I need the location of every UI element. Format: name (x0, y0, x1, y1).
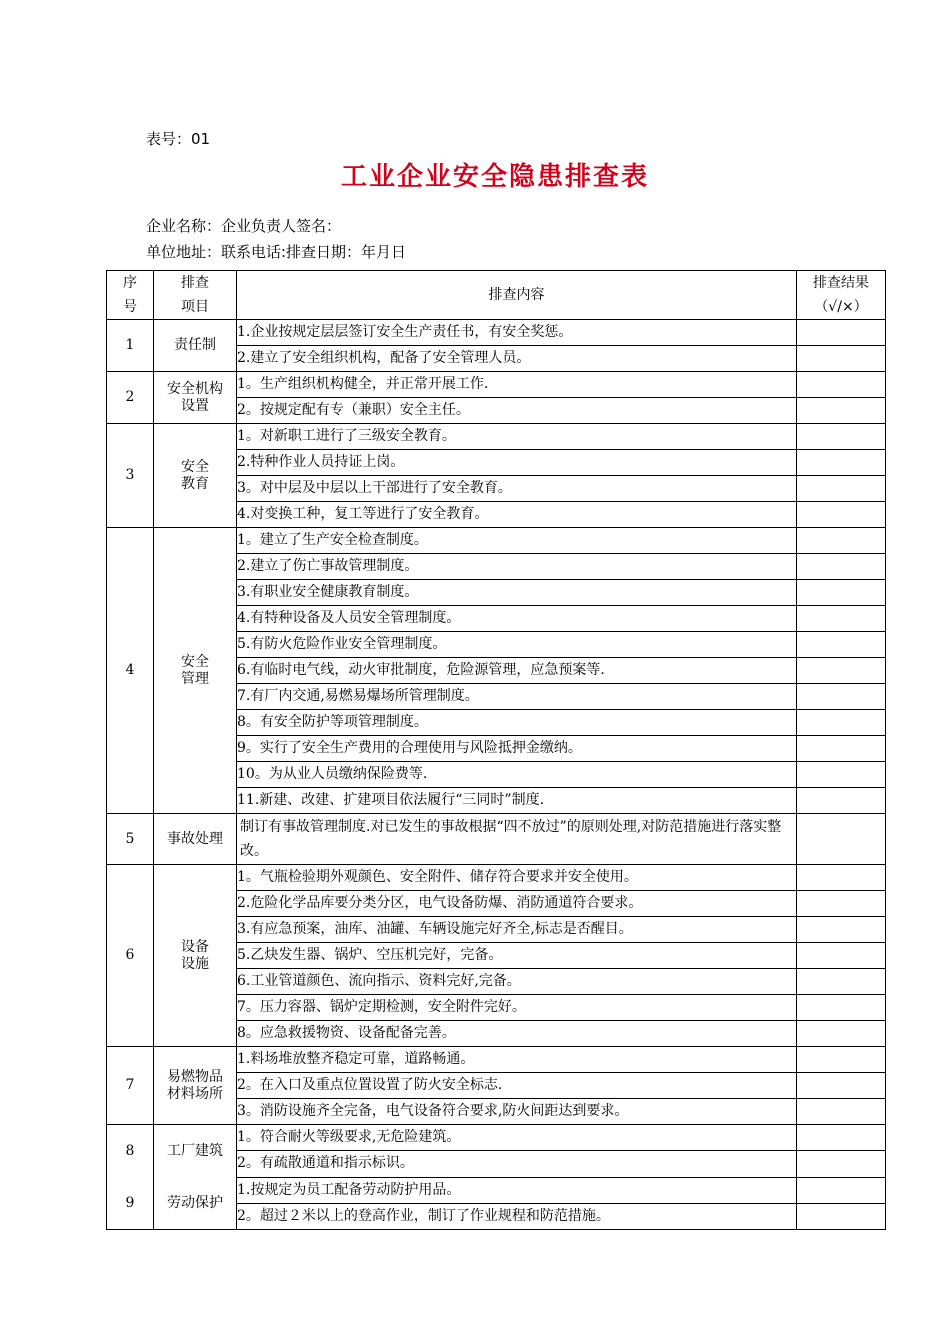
check-result-cell[interactable] (797, 502, 886, 528)
check-result-cell[interactable] (797, 995, 886, 1021)
section-item-label: 工厂建筑 (167, 1142, 223, 1159)
header-check-item: 排查 项目 (154, 271, 237, 320)
check-result-cell[interactable] (797, 788, 886, 814)
section-number: 6 (107, 865, 154, 1047)
check-content: 2。按规定配有专（兼职）安全主任。 (237, 398, 797, 424)
check-content: 4.对变换工种，复工等进行了安全教育。 (237, 502, 797, 528)
check-result-cell[interactable] (797, 1047, 886, 1073)
check-result-cell[interactable] (797, 1125, 886, 1151)
section-item (154, 1047, 237, 1125)
check-result-cell[interactable] (797, 969, 886, 995)
section-item-label: 责任制 (174, 337, 216, 353)
check-result-cell[interactable] (797, 736, 886, 762)
table-row (107, 372, 886, 398)
check-content: 6.工业管道颜色、流向指示、资料完好,完备。 (237, 969, 797, 995)
check-content: 1。建立了生产安全检查制度。 (237, 528, 797, 554)
section-item (154, 424, 237, 528)
check-content: 3.有职业安全健康教育制度。 (237, 580, 797, 606)
check-content: 6.有临时电气线，动火审批制度，危险源管理，应急预案等. (237, 658, 797, 684)
check-result-cell[interactable] (797, 658, 886, 684)
check-result-cell[interactable] (797, 865, 886, 891)
check-content: 9。实行了安全生产费用的合理使用与风险抵押金缴纳。 (237, 736, 797, 762)
section-number: 5 (107, 814, 154, 865)
check-result-cell[interactable] (797, 450, 886, 476)
check-content: 1.按规定为员工配备劳动防护用品。 (237, 1177, 797, 1203)
check-content: 2.建立了伤亡事故管理制度。 (237, 554, 797, 580)
check-content: 2。在入口及重点位置设置了防火安全标志. (237, 1073, 797, 1099)
form-number: 表号：01 (146, 130, 211, 148)
section-item-label: 设置 (181, 397, 209, 414)
check-content: 10。为从业人员缴纳保险费等. (237, 762, 797, 788)
table-row (107, 1047, 886, 1073)
check-result-cell[interactable] (797, 580, 886, 606)
check-result-cell[interactable] (797, 320, 886, 346)
check-result-cell[interactable] (797, 528, 886, 554)
check-content: 1。符合耐火等级要求,无危险建筑。 (237, 1125, 797, 1151)
section-number-value: 9 (125, 1194, 135, 1211)
check-result-cell[interactable] (797, 424, 886, 450)
check-result-cell[interactable] (797, 554, 886, 580)
header-check-result: 排查结果 （√/×） (797, 271, 886, 320)
check-content: 2.危险化学品库要分类分区，电气设备防爆、消防通道符合要求。 (237, 891, 797, 917)
section-item (154, 814, 237, 865)
check-content: 3.有应急预案，油库、油罐、车辆设施完好齐全,标志是否醒目。 (237, 917, 797, 943)
section-item-label: 设施 (181, 955, 209, 972)
section-item (154, 372, 237, 424)
check-content: 2.特种作业人员持证上岗。 (237, 450, 797, 476)
table-row (107, 528, 886, 554)
check-content: 1.料场堆放整齐稳定可靠，道路畅通。 (237, 1047, 797, 1073)
section-item-label: 安全 (181, 458, 209, 475)
check-content: 2。超过２米以上的登高作业，制订了作业规程和防范措施。 (237, 1203, 797, 1229)
check-content: 8。应急救援物资、设备配备完善。 (237, 1021, 797, 1047)
check-result-cell[interactable] (797, 943, 886, 969)
section-number (107, 1125, 154, 1230)
table-header-row (107, 271, 886, 320)
check-result-cell[interactable] (797, 891, 886, 917)
check-result-cell[interactable] (797, 917, 886, 943)
check-content: 7。压力容器、锅炉定期检测，安全附件完好。 (237, 995, 797, 1021)
check-result-cell[interactable] (797, 1151, 886, 1177)
section-item-label: 劳动保护 (167, 1194, 223, 1211)
check-content: 4.有特种设备及人员安全管理制度。 (237, 606, 797, 632)
section-number: 7 (107, 1047, 154, 1125)
section-item-label: 易燃物品 (167, 1068, 223, 1085)
table-row (107, 814, 886, 865)
table-row (107, 865, 886, 891)
section-item (154, 528, 237, 814)
table-row (107, 320, 886, 346)
section-item-label: 安全机构 (167, 380, 223, 397)
check-content: 1。生产组织机构健全，并正常开展工作. (237, 372, 797, 398)
check-content: 2.建立了安全组织机构，配备了安全管理人员。 (237, 346, 797, 372)
table-row (107, 1125, 886, 1151)
check-result-cell[interactable] (797, 710, 886, 736)
check-content: 3。消防设施齐全完备，电气设备符合要求,防火间距达到要求。 (237, 1099, 797, 1125)
company-info-line: 企业名称：企业负责人签名： (146, 217, 342, 235)
section-number-value: 8 (125, 1142, 135, 1159)
check-content: 2。有疏散通道和指示标识。 (237, 1151, 797, 1177)
header-serial-number: 序 号 (107, 271, 154, 320)
section-item-label: 事故处理 (167, 830, 223, 847)
section-item-label: 管理 (181, 670, 209, 687)
table-row (107, 424, 886, 450)
check-result-cell[interactable] (797, 398, 886, 424)
check-content: 11.新建、改建、扩建项目依法履行“三同时”制度. (237, 788, 797, 814)
header-check-content: 排查内容 (237, 271, 797, 320)
check-result-cell[interactable] (797, 476, 886, 502)
check-content: 3。对中层及中层以上干部进行了安全教育。 (237, 476, 797, 502)
check-content: 1.企业按规定层层签订安全生产责任书，有安全奖惩。 (237, 320, 797, 346)
check-result-cell[interactable] (797, 1099, 886, 1125)
check-content: 制订有事故管理制度.对已发生的事故根据“四不放过”的原则处理,对防范措施进行落实整改。 (237, 814, 797, 865)
inspection-table (106, 270, 886, 1230)
check-result-cell[interactable] (797, 1073, 886, 1099)
section-number: 2 (107, 372, 154, 424)
check-result-cell[interactable] (797, 1021, 886, 1047)
check-result-cell[interactable] (797, 762, 886, 788)
check-result-cell[interactable] (797, 684, 886, 710)
check-result-cell[interactable] (797, 346, 886, 372)
check-content: 1。气瓶检验期外观颜色、安全附件、储存符合要求并安全使用。 (237, 865, 797, 891)
document-title: 工业企业安全隐患排查表 (340, 162, 649, 192)
check-result-cell[interactable] (797, 606, 886, 632)
section-item-label: 安全 (181, 653, 209, 670)
check-result-cell[interactable] (797, 372, 886, 398)
check-result-cell[interactable] (797, 632, 886, 658)
section-item (154, 320, 237, 372)
address-info-line: 单位地址：联系电话:排查日期：年月日 (146, 243, 407, 261)
check-content: 7.有厂内交通,易燃易爆场所管理制度。 (237, 684, 797, 710)
section-number: 4 (107, 528, 154, 814)
section-item-label: 设备 (181, 938, 209, 955)
check-content: 1。对新职工进行了三级安全教育。 (237, 424, 797, 450)
check-result-cell[interactable] (797, 814, 886, 865)
check-content: 5.乙炔发生器、锅炉、空压机完好，完备。 (237, 943, 797, 969)
section-number: 3 (107, 424, 154, 528)
section-item (154, 865, 237, 1047)
section-item-label: 教育 (181, 475, 209, 492)
check-content: 5.有防火危险作业安全管理制度。 (237, 632, 797, 658)
check-result-cell[interactable] (797, 1177, 886, 1203)
section-item (154, 1125, 237, 1230)
check-result-cell[interactable] (797, 1203, 886, 1229)
section-number: 1 (107, 320, 154, 372)
section-item-label: 材料场所 (167, 1085, 223, 1102)
check-content: 8。有安全防护等项管理制度。 (237, 710, 797, 736)
